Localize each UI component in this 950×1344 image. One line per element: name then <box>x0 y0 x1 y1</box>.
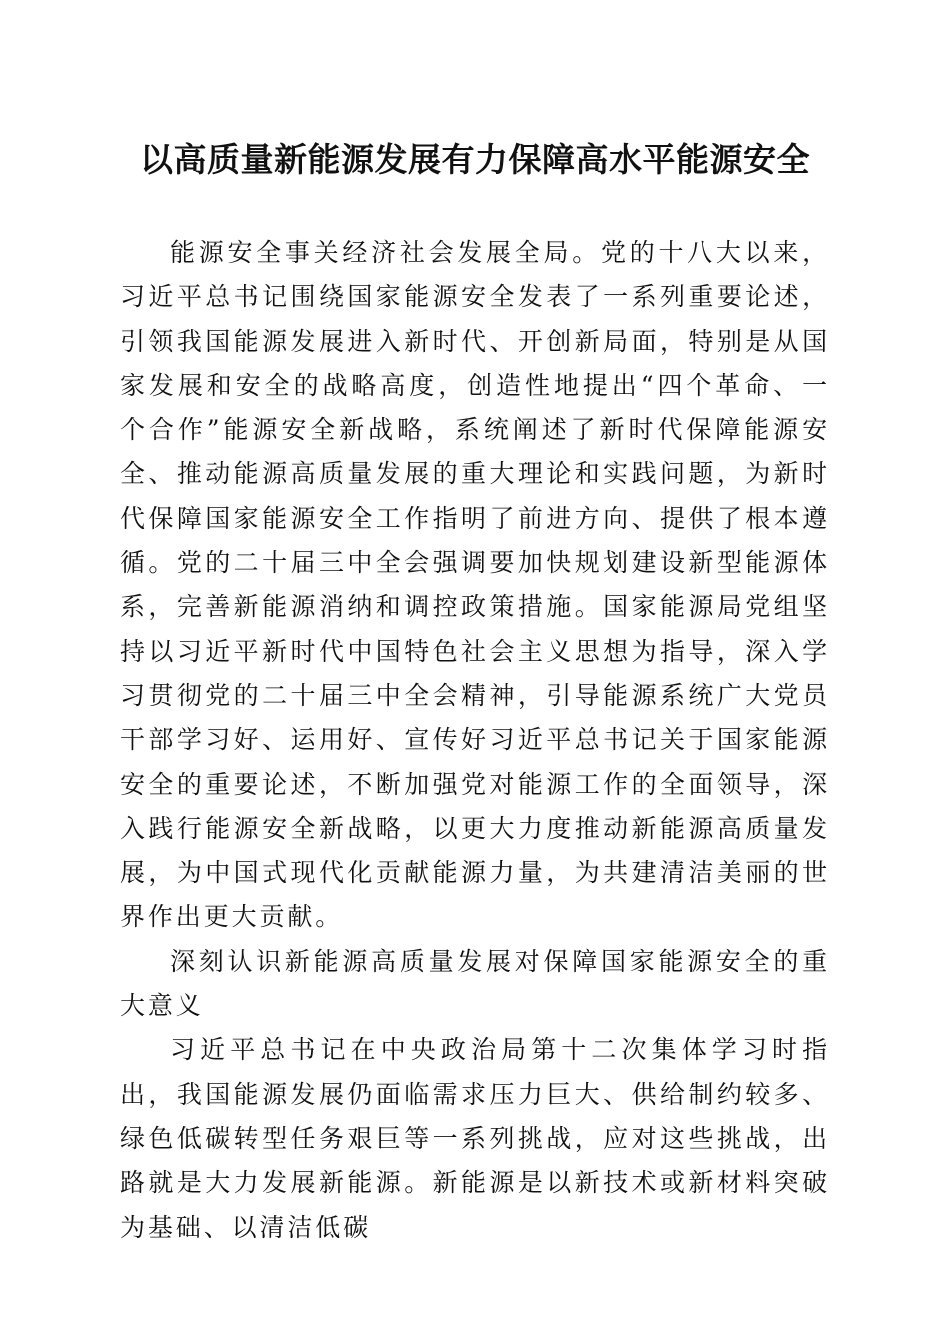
document-title: 以高质量新能源发展有力保障高水平能源安全 <box>140 140 810 179</box>
document-body <box>120 231 830 1250</box>
paragraph-section-body: 习近平总书记在中央政治局第十二次集体学习时指出，我国能源发展仍面临需求压力巨大、供给制约较多、绿色低碳转型任务艰巨等一系列挑战，应对这些挑战，出路就是大力发展新能源。新能源是以新技术或新材料突破为基础、以清洁低碳 <box>120 1035 830 1242</box>
section-heading: 深刻认识新能源高质量发展对保障国家能源安全的重大意义 <box>120 946 830 1021</box>
paragraph-intro: 能源安全事关经济社会发展全局。党的十八大以来，习近平总书记围绕国家能源安全发表了一系列重要论述，引领我国能源发展进入新时代、开创新局面，特别是从国家发展和安全的战略高度，创造性地提出“四个革命、一个合作”能源安全新战略，系统阐述了新时代保障能源安全、推动能源高质量发展的重大理论和实践问题，为新时代保障国家能源安全工作指明了前进方向、提供了根本遵循。党的二十届三中全会强调要加快规划建设新型能源体系，完善新能源消纳和调控政策措施。国家能源局党组坚持以习近平新时代中国特色社会主义思想为指导，深入学习贯彻党的二十届三中全会精神，引导能源系统广大党员干部学习好、运用好、宣传好习近平总书记关于国家能源安全的重要论述，不断加强党对能源工作的全面领导，深入践行能源安全新战略，以更大力度推动新能源高质量发展，为中国式现代化贡献能源力量，为共建清洁美丽的世界作出更大贡献。 <box>120 238 830 932</box>
